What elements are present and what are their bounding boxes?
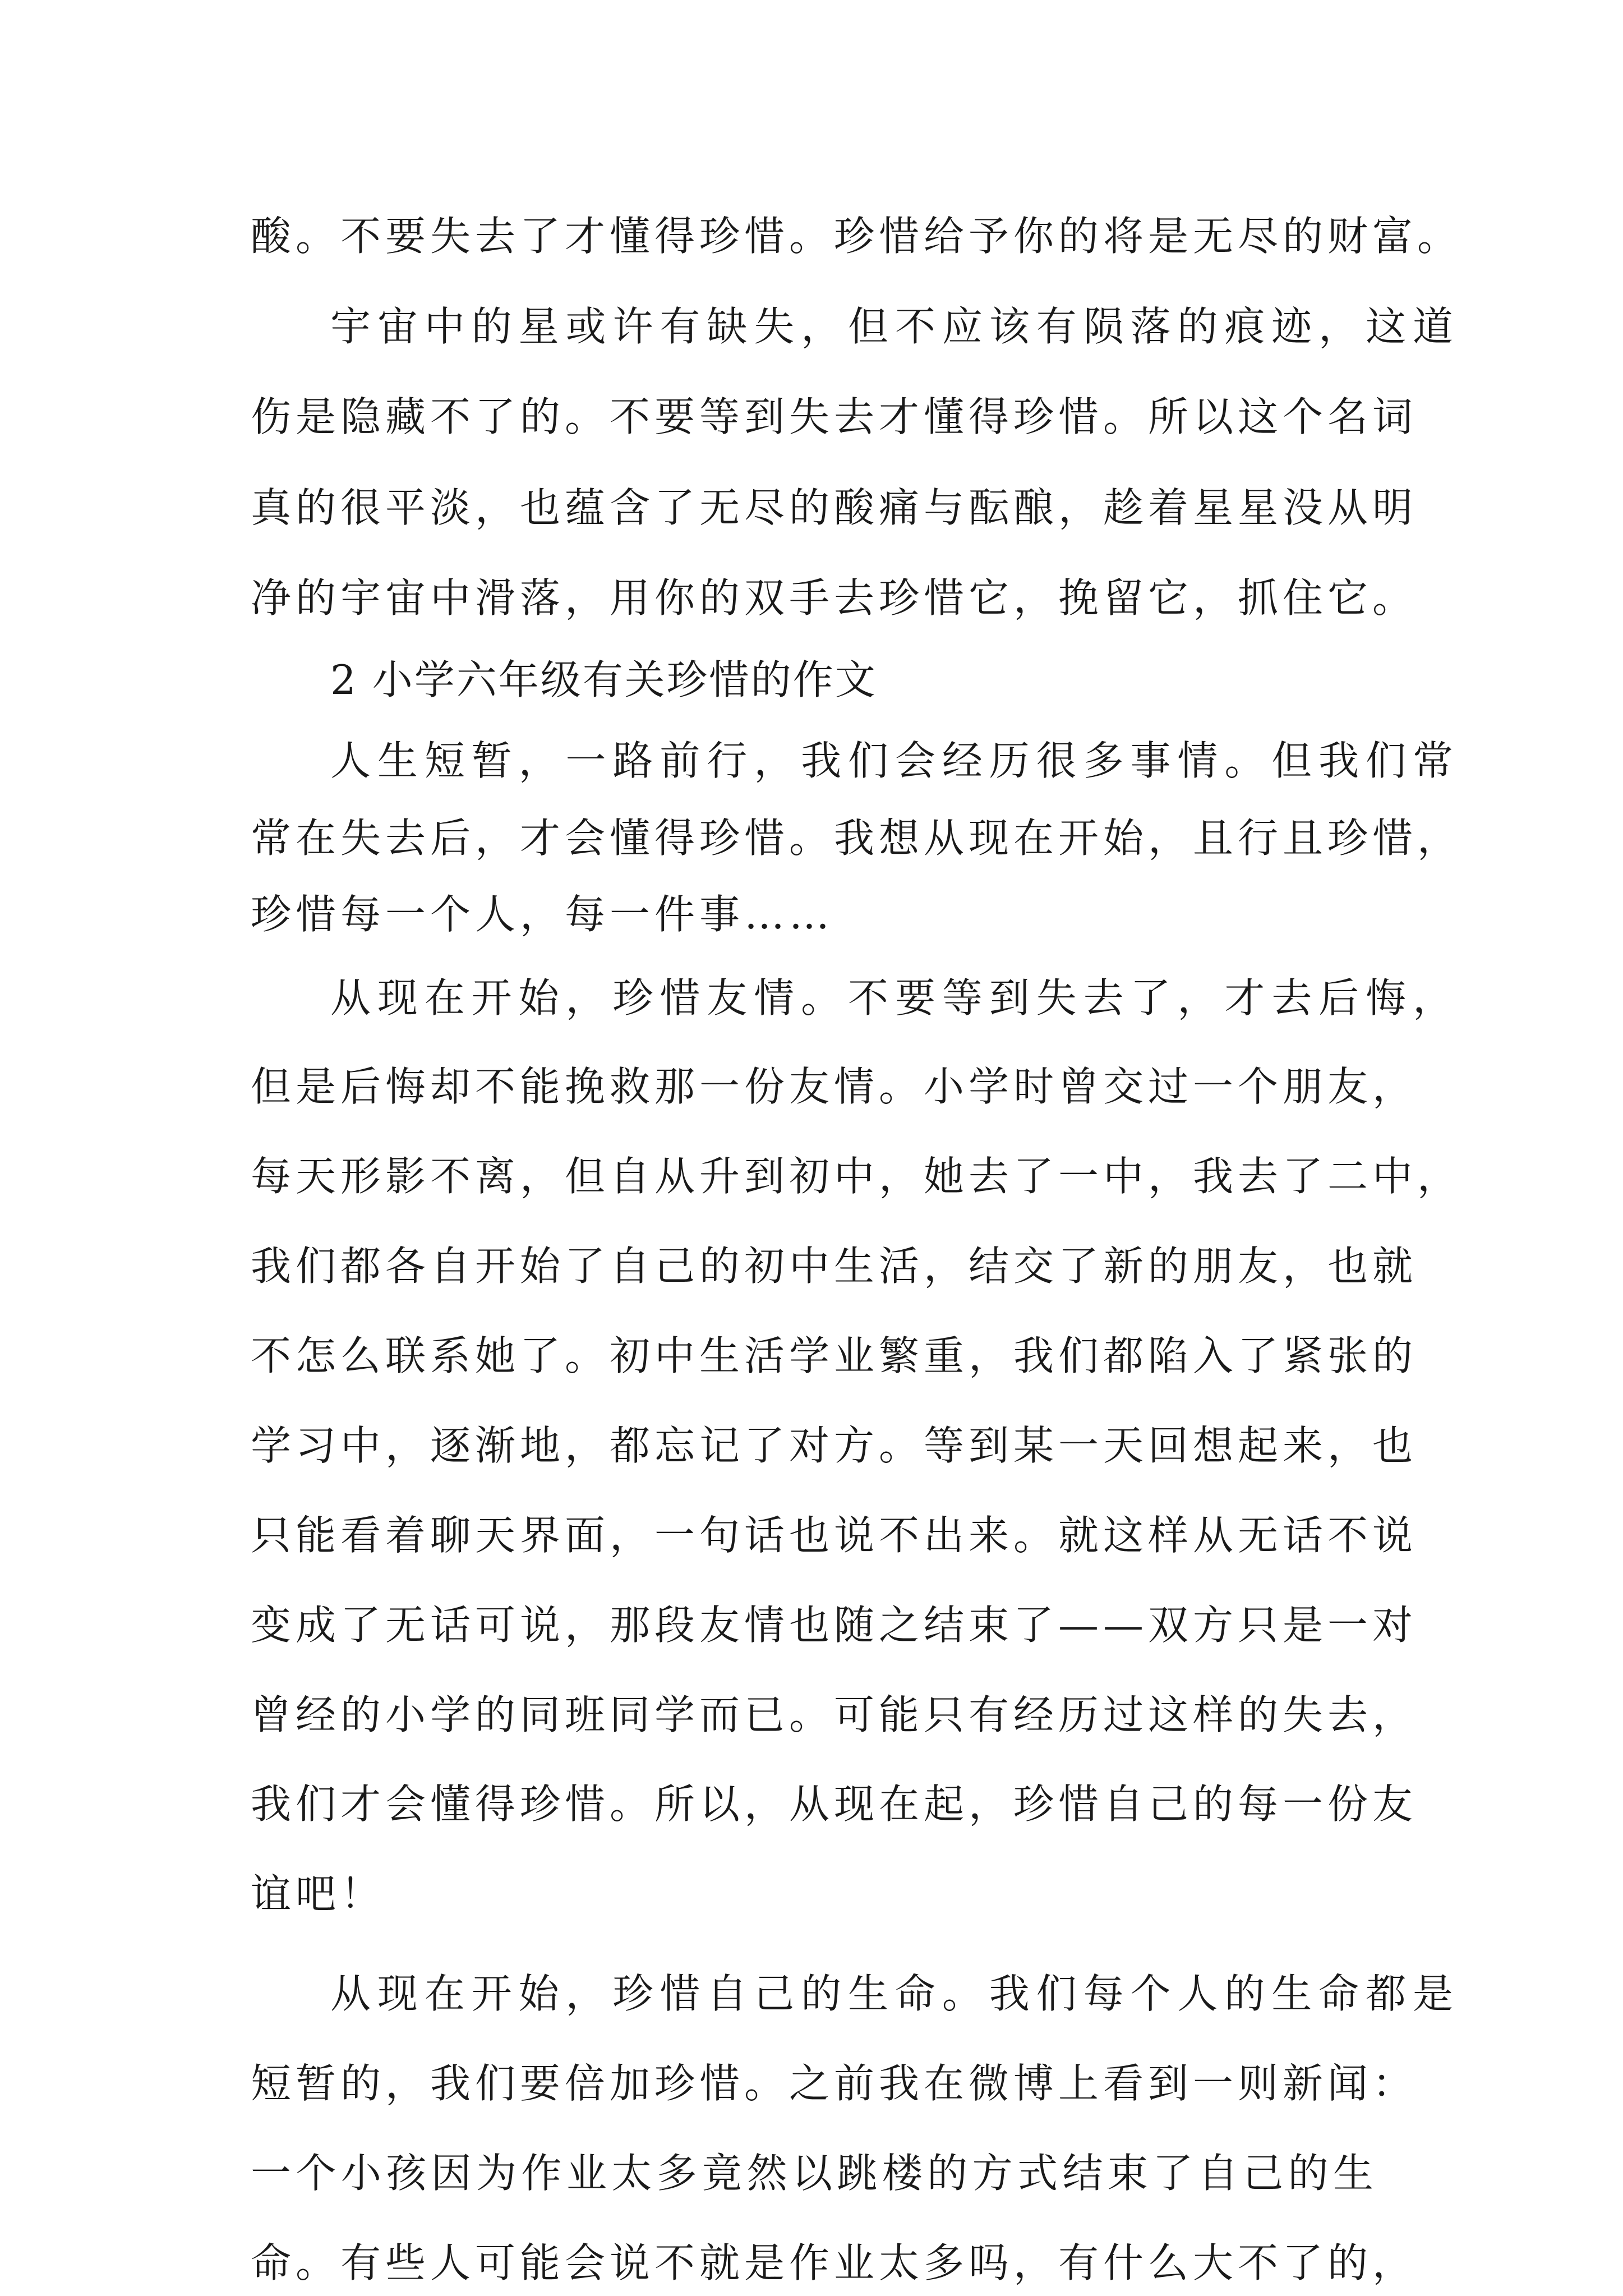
paragraph-first-line: 从现在开始，珍惜友情。不要等到失去了，才去后悔， bbox=[330, 974, 1458, 1022]
text-line: 命。有些人可能会说不就是作业太多吗，有什么大不了的， bbox=[251, 2239, 1418, 2286]
text-line: 我们才会懂得珍惜。所以，从现在起，珍惜自己的每一份友 bbox=[251, 1780, 1418, 1828]
text-line: 常在失去后，才会懂得珍惜。我想从现在开始，且行且珍惜， bbox=[251, 815, 1463, 862]
text-line: 但是后悔却不能挽救那一份友情。小学时曾交过一个朋友， bbox=[251, 1063, 1418, 1110]
text-line: 我们都各自开始了自己的初中生活，结交了新的朋友，也就 bbox=[251, 1243, 1418, 1290]
text-line: 真的很平淡，也蕴含了无尽的酸痛与酝酿，趁着星星没从明 bbox=[251, 484, 1418, 531]
text-line: 酸。不要失去了才懂得珍惜。珍惜给予你的将是无尽的财富。 bbox=[251, 213, 1463, 260]
paragraph-first-line: 人生短暂，一路前行，我们会经历很多事情。但我们常 bbox=[330, 737, 1458, 784]
text-line: 珍惜每一个人，每一件事…… bbox=[251, 891, 834, 938]
text-line: 只能看着聊天界面，一句话也说不出来。就这样从无话不说 bbox=[251, 1512, 1418, 1559]
text-line: 一个小孩因为作业太多竟然以跳楼的方式结束了自己的生 bbox=[251, 2150, 1378, 2197]
text-line: 短暂的，我们要倍加珍惜。之前我在微博上看到一则新闻： bbox=[251, 2060, 1418, 2107]
paragraph-first-line: 从现在开始，珍惜自己的生命。我们每个人的生命都是 bbox=[330, 1970, 1458, 2017]
text-line: 变成了无话可说，那段友情也随之结束了——双方只是一对 bbox=[251, 1602, 1418, 1649]
text-line: 谊吧！ bbox=[251, 1870, 386, 1917]
text-line: 曾经的小学的同班同学而已。可能只有经历过这样的失去， bbox=[251, 1691, 1418, 1738]
text-line: 每天形影不离，但自从升到初中，她去了一中，我去了二中， bbox=[251, 1153, 1463, 1200]
section-heading: 2 小学六年级有关珍惜的作文 bbox=[330, 656, 877, 703]
text-line: 学习中，逐渐地，都忘记了对方。等到某一天回想起来，也 bbox=[251, 1422, 1418, 1469]
text-line: 不怎么联系她了。初中生活学业繁重，我们都陷入了紧张的 bbox=[251, 1332, 1418, 1379]
paragraph-first-line: 宇宙中的星或许有缺失，但不应该有陨落的痕迹，这道 bbox=[330, 303, 1458, 350]
text-line: 净的宇宙中滑落，用你的双手去珍惜它，挽留它，抓住它。 bbox=[251, 574, 1418, 622]
text-line: 伤是隐藏不了的。不要等到失去才懂得珍惜。所以这个名词 bbox=[251, 393, 1418, 440]
